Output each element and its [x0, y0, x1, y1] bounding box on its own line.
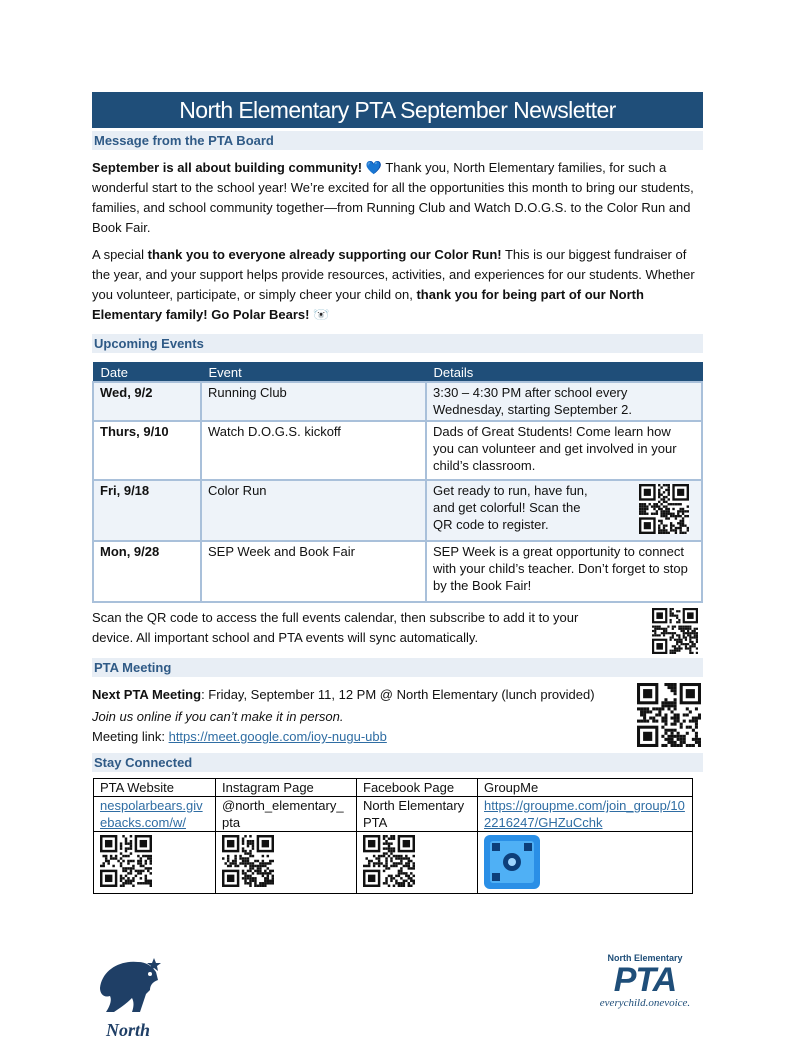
table-row	[93, 421, 702, 480]
meeting-link[interactable]: https://meet.google.com/ioy-nugu-ubb	[168, 729, 387, 744]
event-date: Wed, 9/2	[100, 385, 153, 400]
qr-code-icon[interactable]	[100, 835, 152, 887]
connect-table	[93, 778, 693, 894]
pta-logo	[590, 953, 700, 1009]
calendar-note: Scan the QR code to access the full events calendar, then subscribe to add it to your device. All important school and PTA events will sync automatically.	[92, 610, 579, 645]
meeting-line	[92, 685, 595, 705]
board-p2-bold-d: thank you for being part of our North Elementary family! Go Polar Bears!	[92, 287, 644, 322]
meeting-label: Next PTA Meeting	[92, 687, 202, 702]
board-paragraph-2	[92, 245, 703, 325]
event-details: Dads of Great Students! Come learn how you can volunteer and get involved in your child’s classroom.	[426, 421, 702, 480]
event-date: Mon, 9/28	[100, 544, 160, 559]
qr-code-icon[interactable]	[652, 608, 698, 654]
website-link[interactable]: nespolarbears.givebacks.com/w/	[100, 798, 203, 830]
north-logo-text: North	[105, 1020, 151, 1040]
event-details: SEP Week is a great opportunity to connect with your child’s teacher. Don’t forget to stop by the Book Fair!	[426, 541, 702, 602]
event-date: Thurs, 9/10	[100, 424, 169, 439]
meeting-heading: PTA Meeting	[92, 658, 703, 677]
col-event: Event	[201, 363, 426, 383]
connect-qr-row	[94, 832, 693, 894]
board-p1-text: Thank you, North Elementary families, for such a wonderful start to the school year! We’re excited for all the opportunities this month to bring our students, families, and school community together—from Running Club and Watch D.O.G.S. to the Color Run and Book Fair.	[92, 160, 694, 235]
board-paragraph-1	[92, 158, 703, 238]
meeting-link-line	[92, 727, 595, 747]
meeting-detail: : Friday, September 11, 12 PM @ North Elementary (lunch provided)	[201, 687, 595, 702]
event-name: Color Run	[201, 480, 426, 541]
meeting-block	[92, 683, 703, 747]
col-facebook: Facebook Page	[357, 779, 478, 797]
meeting-online-text: Join us online if you can’t make it in person.	[92, 709, 344, 724]
events-heading: Upcoming Events	[92, 334, 703, 353]
events-table	[92, 362, 703, 603]
connect-values-row	[94, 797, 693, 832]
event-name: SEP Week and Book Fair	[201, 541, 426, 602]
newsletter-title: North Elementary PTA September Newsletter	[92, 92, 703, 128]
event-details: 3:30 – 4:30 PM after school every Wednesday, starting September 2.	[426, 382, 702, 421]
col-date: Date	[93, 363, 201, 383]
qr-code-icon[interactable]	[639, 484, 689, 534]
instagram-handle: @north_elementary_pta	[216, 797, 357, 832]
qr-code-icon[interactable]	[222, 835, 274, 887]
table-row	[93, 480, 702, 541]
event-name: Watch D.O.G.S. kickoff	[201, 421, 426, 480]
newsletter-page	[92, 92, 703, 894]
event-date: Fri, 9/18	[100, 483, 150, 498]
qr-code-icon[interactable]	[363, 835, 415, 887]
qr-code-icon[interactable]	[637, 683, 701, 747]
facebook-name: North Elementary PTA	[357, 797, 478, 832]
events-header-row	[93, 363, 702, 383]
meeting-online	[92, 707, 595, 727]
col-details: Details	[426, 363, 702, 383]
board-p2-text-c: This is our biggest fundraiser of the year, and your support helps provide resources, activities, and experiences for our students. Whether you volunteer, participate, or simply cheer your child on,	[92, 247, 695, 302]
board-p1-bold: September is all about building community!	[92, 160, 363, 175]
blue-heart-icon: 💙	[365, 160, 382, 175]
groupme-link[interactable]: https://groupme.com/join_group/102216247/GHZuCchk	[484, 798, 685, 830]
event-details: Get ready to run, have fun, and get colorful! Scan the QR code to register.	[433, 483, 588, 532]
table-row	[93, 382, 702, 421]
connect-heading: Stay Connected	[92, 753, 703, 772]
meeting-link-label: Meeting link:	[92, 729, 169, 744]
polar-bear-icon: 🐻‍❄️	[313, 307, 330, 322]
col-website: PTA Website	[94, 779, 216, 797]
connect-header-row	[94, 779, 693, 797]
col-instagram: Instagram Page	[216, 779, 357, 797]
north-polar-bear-logo	[92, 950, 164, 1050]
groupme-qr-icon[interactable]	[484, 835, 540, 889]
calendar-note-block	[92, 608, 703, 654]
table-row	[93, 541, 702, 602]
col-groupme: GroupMe	[478, 779, 693, 797]
event-name: Running Club	[201, 382, 426, 421]
pta-logo-school: North Elementary	[607, 953, 683, 963]
polar-bear-icon	[92, 950, 164, 1045]
pta-logo-tagline: everychild.onevoice.	[599, 997, 691, 1009]
board-p2-bold-b: thank you to everyone already supporting our Color Run!	[147, 247, 502, 262]
board-heading: Message from the PTA Board	[92, 131, 703, 150]
pta-logo-mark: PTA	[613, 961, 677, 999]
board-p2-text-a: A special	[92, 247, 148, 262]
